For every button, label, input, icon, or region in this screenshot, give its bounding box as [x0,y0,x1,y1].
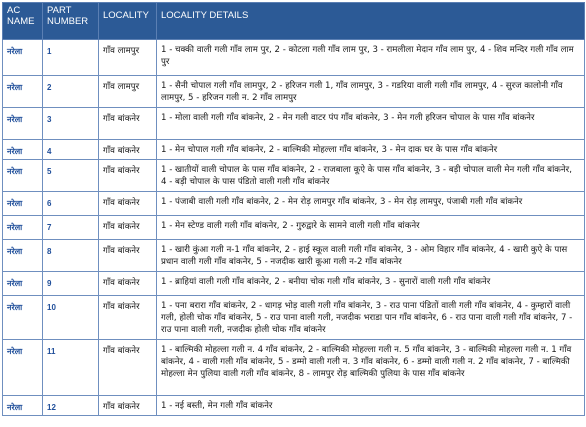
locality-details-cell: 1 - मोला वाली गली गाँव बांकनेर, 2 - मेन गली वाटर पंप गाँव बांकनेर, 3 - मेन गली हरिजन चोपाल के पास गाँव बांकनेर [157,108,585,140]
locality-details-cell: 1 - पंजाबी वाली गली गाँव बांकनेर, 2 - मेन रोड़ लामपुर गाँव बांकनेर, 3 - मेन रोड़ लामपुर, पंजाबी गली गाँव बांकनेर [157,192,585,216]
locality-details-cell: 1 - चक्की वाली गली गाँव लाम पुर, 2 - कोटला गली गाँव लाम पुर, 3 - रामलीला मेदान गाँव लाम पुर, 4 - शिव मन्दिर गली गाँव लाम पुर [157,40,585,76]
locality-details-cell: 1 - सैनी चोपाल गली गाँव लामपुर, 2 - हरिजन गली 1, गाँव लामपुर, 3 - गडरिया वाली गली गाँव लामपुर, 4 - सुरज कालोनी गाँव लामपुर, 5 - हरिजन गली न. 2 गाँव लामपुर [157,76,585,108]
ac-name-cell: नरेला [3,140,43,160]
table-body [3,40,585,416]
locality-details-cell: 1 - ब्राहियां वाली गली गाँव बांकनेर, 2 - बनीया चोक गली गाँव बांकनेर, 3 - सुनारों वाली गली गाँव बांकनेर [157,272,585,296]
part-number-cell: 8 [43,240,99,272]
locality-cell: गाँव लामपुर [99,76,157,108]
locality-cell: गाँव बांकनेर [99,272,157,296]
part-number-cell: 5 [43,160,99,192]
locality-cell: गाँव बांकनेर [99,240,157,272]
locality-cell: गाँव बांकनेर [99,160,157,192]
header-row [3,3,585,40]
header-part-number: PART NUMBER [43,3,99,40]
locality-details-cell: 1 - खातीयों वाली चोपाल के पास गाँव बांकनेर, 2 - राजबाला कूऐ के पास गाँव बांकनेर, 3 - बड़ी चोपाल वाली मेन गली गाँव बांकनेर, 4 - बड़ी चोपाल के पास पंडितो वाली गली गाँव बांकनेर [157,160,585,192]
ac-name-cell: नरेला [3,160,43,192]
table-row [3,296,585,340]
ac-name-cell: नरेला [3,76,43,108]
locality-cell: गाँव बांकनेर [99,140,157,160]
ac-name-cell: नरेला [3,396,43,416]
locality-cell: गाँव बांकनेर [99,296,157,340]
ac-name-cell: नरेला [3,296,43,340]
locality-cell: गाँव बांकनेर [99,108,157,140]
part-number-cell: 7 [43,216,99,240]
part-number-cell: 4 [43,140,99,160]
part-number-cell: 1 [43,40,99,76]
table-row [3,160,585,192]
ac-name-cell: नरेला [3,108,43,140]
ac-name-cell: नरेला [3,340,43,396]
part-number-cell: 6 [43,192,99,216]
header-locality-details: LOCALITY DETAILS [157,3,585,40]
part-number-cell: 3 [43,108,99,140]
part-number-cell: 2 [43,76,99,108]
table-row [3,216,585,240]
ac-name-cell: नरेला [3,216,43,240]
locality-details-cell: 1 - मेन स्टेण्ड वाली गली गाँव बांकनेर, 2 - गुरुद्वारे के सामने वाली गली गाँव बांकनेर [157,216,585,240]
part-number-cell: 12 [43,396,99,416]
table-row [3,76,585,108]
locality-details-cell: 1 - खारी कुंआ गली न-1 गाँव बांकनेर, 2 - हाई स्कूल वाली गली गाँव बांकनेर, 3 - ओम विहार गाँव बांकनेर, 4 - खारी कुऐ के पास प्रधान वाली गली गाँव बांकनेर, 5 - नजदीक खारी कूआ गली न-2 गाँव बांकनेर [157,240,585,272]
ac-name-cell: नरेला [3,40,43,76]
ac-name-cell: नरेला [3,192,43,216]
table-row [3,396,585,416]
table-row [3,140,585,160]
locality-cell: गाँव बांकनेर [99,396,157,416]
part-number-cell: 11 [43,340,99,396]
locality-table [2,2,585,416]
table-row [3,272,585,296]
table-row [3,108,585,140]
table-row [3,240,585,272]
table-row [3,192,585,216]
locality-cell: गाँव लामपुर [99,40,157,76]
locality-cell: गाँव बांकनेर [99,340,157,396]
locality-cell: गाँव बांकनेर [99,216,157,240]
locality-details-cell: 1 - मेन चोपाल गली गाँव बांकनेर, 2 - बाल्मिकी मोहल्ला गाँव बांकनेर, 3 - मेन दाक घर के पास गाँव बांकनेर [157,140,585,160]
locality-cell: गाँव बांकनेर [99,192,157,216]
ac-name-cell: नरेला [3,240,43,272]
header-ac-name: AC NAME [3,3,43,40]
part-number-cell: 10 [43,296,99,340]
table-row [3,340,585,396]
ac-name-cell: नरेला [3,272,43,296]
header-locality: LOCALITY [99,3,157,40]
locality-details-cell: 1 - नई बस्ती, मेन गली गाँव बांकनेर [157,396,585,416]
locality-details-cell: 1 - पना बरारा गाँव बांकनेर, 2 - धागड़ भोड़ वाली गली गाँव बांकनेर, 3 - राउ पाना पंडितों वाली गली गाँव बांकनेर, 4 - कुम्हारों वाली गली, होली चोक गाँव बांकनेर, 5 - राउ पाना वाली गली, नजदीक भराडा पान गाँव बांकनेर, 6 - राउ पाना वाली गली गाँव बांकनेर, 7 - राउ पाना वाली गली, नजदीक होली चोक गाँव बांकनेर [157,296,585,340]
locality-details-cell: 1 - बाल्मिकी मोहल्ला गली न. 4 गाँव बांकनेर, 2 - बाल्मिकी मोहल्ला गली न. 5 गाँव बांकनेर, 3 - बाल्मिकी मोहल्ला गली न. 1 गाँव बांकनेर, 4 - वाली गली गाँव बांकनेर, 5 - डम्मो वाली गली न. 3 गाँव बांकनेर, 6 - डम्मो वाली गली न. 2 गाँव बांकनेर, 7 - बाल्मिकी मोहल्ला मेन पुलिया वाली गली गाँव बांकनेर, 8 - लामपुर रोड़ बाल्मिकी पुलिया के पास गाँव बांकनेर [157,340,585,396]
part-number-cell: 9 [43,272,99,296]
table-row [3,40,585,76]
